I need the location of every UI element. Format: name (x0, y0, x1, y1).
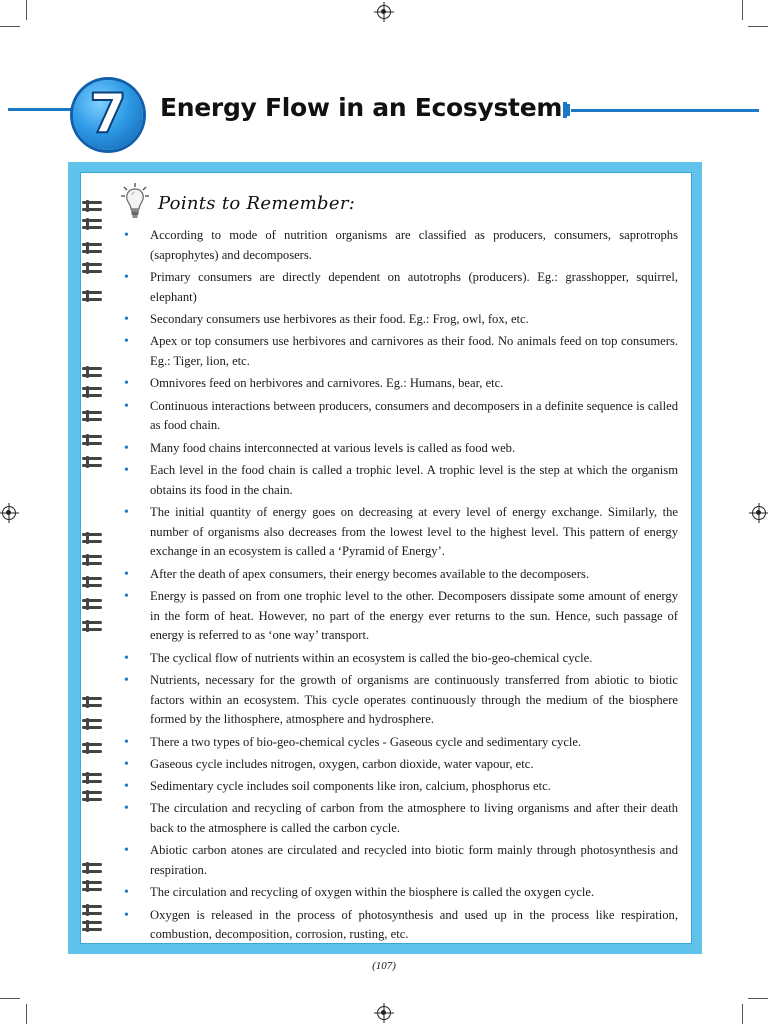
registration-mark-icon (752, 506, 766, 520)
list-item: • Gaseous cycle includes nitrogen, oxygen, carbon dioxide, water vapour, etc. (120, 755, 678, 775)
list-item: • Sedimentary cycle includes soil components like iron, calcium, phosphorus etc. (120, 777, 678, 797)
title-rule-left (8, 108, 80, 111)
crop-mark-bottom-right-h (748, 998, 768, 999)
chapter-title: Energy Flow in an Ecosystem (160, 93, 563, 122)
list-item: • Continuous interactions between producers, consumers and decomposers in a definite sequence is called as food chain. (120, 397, 678, 436)
list-item: • The circulation and recycling of oxygen within the biosphere is called the oxygen cycle. (120, 883, 678, 903)
points-list (120, 226, 678, 948)
light-bulb-icon (120, 181, 150, 221)
page-number: (107) (372, 960, 396, 972)
crop-mark-bottom-left-h (0, 998, 20, 999)
crop-mark-top-right (742, 0, 743, 20)
list-item: • There a two types of bio-geo-chemical cycles - Gaseous cycle and sedimentary cycle. (120, 733, 678, 753)
crop-mark-top-left-h (0, 26, 20, 27)
crop-mark-top-left (26, 0, 27, 20)
chapter-number: 7 (89, 82, 127, 145)
list-item: • The circulation and recycling of carbon from the atmosphere to living organisms and after their death back to the atmosphere is called the carbon cycle. (120, 799, 678, 838)
list-item: • Nutrients, necessary for the growth of organisms are continuously transferred from abiotic to biotic factors within an ecosystem. This cycle operates continuously through the medium of the biosphere formed by the lithosphere, atmosphere and hydrosphere. (120, 671, 678, 730)
crop-mark-top-right-h (748, 26, 768, 27)
list-item: • Many food chains interconnected at various levels is called as food web. (120, 439, 678, 459)
points-heading: Points to Remember: (158, 192, 356, 214)
list-item: • Omnivores feed on herbivores and carnivores. Eg.: Humans, bear, etc. (120, 374, 678, 394)
registration-mark-icon (377, 5, 391, 19)
title-rule-tick (567, 104, 570, 116)
list-item: • According to mode of nutrition organisms are classified as producers, consumers, saprotrophs (saprophytes) and decomposers. (120, 226, 678, 265)
crop-mark-bottom-left (26, 1004, 27, 1024)
list-item: • Oxygen is released in the process of photosynthesis and used up in the process like respiration, combustion, decomposition, corrosion, rusting, etc. (120, 906, 678, 945)
list-item: • Primary consumers are directly dependent on autotrophs (producers). Eg.: grasshopper, squirrel, elephant) (120, 268, 678, 307)
list-item: • Each level in the food chain is called a trophic level. A trophic level is the step at which the organism obtains its food in the chain. (120, 461, 678, 500)
points-heading-row (120, 181, 355, 221)
crop-mark-bottom-right (742, 1004, 743, 1024)
list-item: • Abiotic carbon atones are circulated and recycled into biotic form mainly through photosynthesis and respiration. (120, 841, 678, 880)
list-item: • After the death of apex consumers, their energy becomes available to the decomposers. (120, 565, 678, 585)
list-item: • Secondary consumers use herbivores as their food. Eg.: Frog, owl, fox, etc. (120, 310, 678, 330)
list-item: • The cyclical flow of nutrients within an ecosystem is called the bio-geo-chemical cycle. (120, 649, 678, 669)
chapter-number-badge (73, 80, 143, 150)
list-item: • Apex or top consumers use herbivores and carnivores as their food. No animals feed on top consumers. Eg.: Tiger, lion, etc. (120, 332, 678, 371)
list-item: • The initial quantity of energy goes on decreasing at every level of energy exchange. Similarly, the number of organisms also decreases from the lowest level to the highest level. This pattern of energy exchange in an ecosystem is called a ‘Pyramid of Energy’. (120, 503, 678, 562)
registration-mark-icon (377, 1006, 391, 1020)
list-item: • Energy is passed on from one trophic level to the other. Decomposers dissipate some amount of energy in the form of heat. However, no part of the energy ever returns to the sun. Hence, such passage of energy is referred to as ‘one way’ transport. (120, 587, 678, 646)
registration-mark-icon (2, 506, 16, 520)
title-rule-right (571, 109, 759, 112)
